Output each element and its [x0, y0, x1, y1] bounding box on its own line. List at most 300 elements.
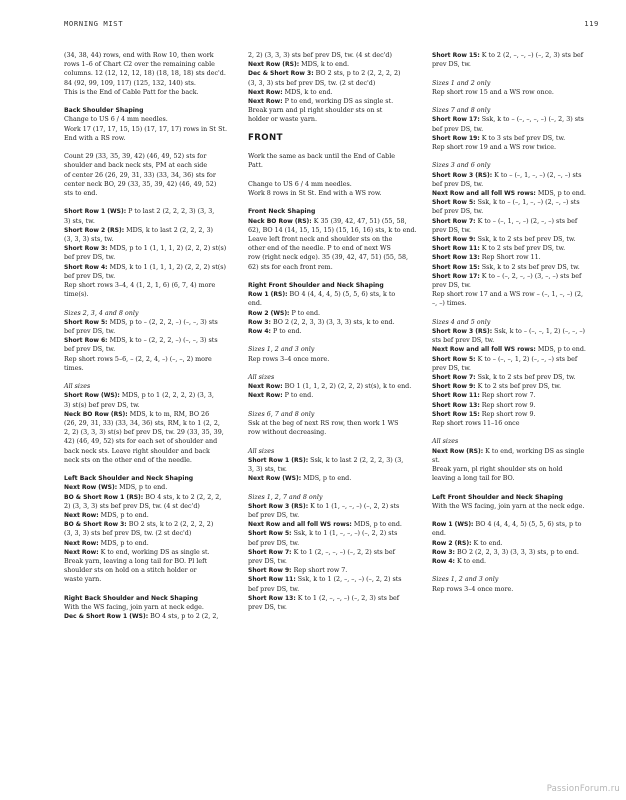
size-note: Sizes 1, 2 and 3 only [248, 346, 315, 354]
text-line [432, 263, 598, 272]
text-run: MDS, p to end. [535, 346, 586, 354]
text-run: K to end. [471, 539, 503, 547]
text-line [248, 585, 414, 594]
instruction-block [248, 281, 414, 336]
text-line [248, 106, 414, 115]
text-line [432, 161, 598, 170]
row-label: Row 3: [248, 318, 271, 326]
text-line [432, 226, 598, 235]
text-line [432, 79, 598, 88]
text-run: K to – (–, 2, –, –) (3, –, –) sts bef [479, 272, 582, 280]
text-run: Change to US 6 / 4 mm needles. [64, 116, 168, 124]
text-line [432, 272, 598, 281]
text-run: end. [248, 300, 262, 308]
text-line [432, 253, 598, 262]
text-run: K to end, working DS as single st. [98, 548, 210, 556]
text-line [432, 345, 598, 354]
text-run: K to – (–, 1, –, –) (2, –, –) sts [492, 171, 582, 179]
text-run: MDS, p to end. [98, 539, 149, 547]
text-line [64, 226, 230, 235]
text-line [248, 529, 414, 538]
instruction-block [432, 318, 598, 428]
text-run: Ssk, k to last 2 (2, 2, 2, 3) (3, [308, 456, 404, 464]
text-run: –, –) times. [432, 300, 467, 308]
text-run: bef prev DS, tw. [432, 208, 484, 216]
text-line [432, 235, 598, 244]
text-run: other end of the needle. P to end of next WS [248, 245, 391, 253]
text-line [432, 493, 598, 502]
instruction-block [432, 51, 598, 69]
text-line [64, 401, 230, 410]
text-line [64, 180, 230, 189]
text-line [64, 520, 230, 529]
row-label: Short Row 13: [248, 594, 296, 602]
text-line [432, 585, 598, 594]
text-run: 62) sts for each front rem. [248, 263, 333, 271]
text-line [248, 566, 414, 575]
row-label: Row 2 (RS): [432, 539, 472, 547]
row-label: Short Row 11: [432, 245, 480, 253]
text-run: MDS, k to – (2, 2, 2, –) (–, –, 3) sts [107, 337, 218, 345]
row-label: Short Row 9: [248, 567, 292, 575]
text-run: MDS, p to end. [301, 475, 352, 483]
text-line [432, 465, 598, 474]
row-label: Short Row 11: [248, 576, 296, 584]
text-run: BO 4 (4, 4, 4, 5) (5, 5, 6) sts, p to [473, 521, 582, 529]
text-line [248, 493, 414, 502]
text-run: Rep short row 9. [479, 410, 536, 418]
text-line [248, 299, 414, 308]
text-line [64, 60, 230, 69]
section-heading: Right Front Shoulder and Neck Shaping [248, 282, 384, 289]
text-run: Ssk, k to 2 sts bef prev DS, tw. [475, 374, 576, 382]
row-label: Short Row 5: [64, 318, 108, 326]
text-line [64, 217, 230, 226]
size-note: Sizes 1, 2 and 3 only [432, 576, 499, 584]
size-note: Sizes 4 and 5 only [432, 318, 491, 326]
row-label: Next Row and all foll WS rows: [248, 521, 352, 529]
text-line [248, 373, 414, 382]
text-line [64, 474, 230, 483]
text-run: MDS, p to end. [351, 521, 402, 529]
text-line [248, 309, 414, 318]
size-note: Sizes 2, 3, 4 and 8 only [64, 309, 139, 317]
text-run: row (right neck edge). 35 (39, 42, 47, 51) (55, 58, [248, 254, 409, 262]
text-run: prev DS, tw. [432, 282, 471, 290]
row-label: Row 2 (WS): [248, 309, 290, 317]
text-run: of center 26 (26, 29, 31, 33) (33, 34, 36) sts for [64, 171, 216, 179]
instruction-block [64, 309, 230, 373]
text-run: Rep Short row 11. [479, 254, 541, 262]
text-run: Work 8 rows in St St. End with a WS row. [248, 190, 382, 197]
text-run: 62), BO 14 (14, 15, 15, 15) (15, 16, 16) sts, k to end. [248, 226, 417, 234]
text-run: Rep short row 15 and a WS row once. [432, 88, 554, 96]
text-line [64, 336, 230, 345]
text-run: Patt. [248, 162, 263, 170]
text-run: BO 1 (1, 1, 2, 2) (2, 2, 2) st(s), k to end. [282, 383, 412, 391]
text-line [64, 594, 230, 603]
instruction-block [248, 134, 414, 143]
text-run: back neck sts. Leave right shoulder and back [64, 447, 210, 455]
text-run: K to 1 (2, –, –, –) (–, 2, 2) sts bef [291, 548, 395, 556]
text-run: prev DS, tw. [432, 61, 471, 69]
text-run: BO 4 sts, k to 2 (2, 2, 2, [143, 493, 222, 501]
text-line [64, 51, 230, 60]
text-line [432, 60, 598, 69]
text-line [248, 428, 414, 437]
text-line [64, 281, 230, 290]
size-note: Sizes 1 and 2 only [432, 79, 491, 87]
text-run: K to end, working DS as single [483, 447, 585, 455]
text-run: (26, 29, 31, 33) (33, 34, 36) sts, RM, k to 1 (2, 2, [64, 420, 220, 428]
text-line [64, 410, 230, 419]
text-run: BO 2 (2, 2, 3, 3) (3, 3, 3) sts, k to end. [270, 318, 395, 326]
text-run: MDS, p to end. [98, 512, 149, 520]
text-run: (3, 3, 3) sts, tw. [64, 236, 114, 244]
text-line [64, 419, 230, 428]
row-label: Short Row (WS): [64, 392, 120, 400]
text-line [248, 391, 414, 400]
row-label: Next Row (WS): [248, 475, 302, 483]
row-label: Short Row 15: [432, 52, 480, 59]
text-line [64, 244, 230, 253]
row-label: Short Row 5: [248, 530, 292, 538]
instruction-block [248, 410, 414, 438]
text-run: MDS, p to 1 (2, 2, 2, 2) (3, 3, [119, 392, 214, 400]
text-line [432, 299, 598, 308]
text-line [64, 309, 230, 318]
text-line [248, 226, 417, 235]
text-run: shoulder and back neck sts, PM at each side [64, 162, 208, 170]
text-run: Ssk, k to 2 sts bef prev DS, tw. [479, 263, 580, 271]
text-run: bef prev DS, tw. [64, 346, 116, 354]
instruction-block [432, 161, 598, 308]
text-run: MDS, p to end. [535, 190, 586, 197]
row-label: Next Row: [248, 392, 283, 400]
text-line [64, 290, 230, 299]
text-line [432, 180, 598, 189]
instruction-block [432, 493, 598, 511]
text-run: K to 2 sts bef prev DS, tw. [475, 383, 561, 391]
row-label: Row 3: [432, 548, 455, 556]
text-run: MDS, k to last 2 (2, 2, 2, 3) [124, 226, 213, 234]
text-line [248, 548, 414, 557]
row-label: Neck BO Row (RS): [64, 410, 128, 418]
text-line [64, 189, 230, 198]
text-line [64, 511, 230, 520]
text-line [432, 198, 598, 207]
size-note: All sizes [248, 447, 275, 455]
text-run: MDS, k to 1 (1, 1, 1, 2) (2, 2, 2) st(s) [107, 263, 227, 271]
text-line [248, 520, 414, 529]
text-run: prev DS, tw. [432, 364, 471, 372]
instruction-block [64, 207, 230, 299]
text-column-right [432, 51, 598, 603]
text-run: MDS, p to end. [117, 484, 168, 492]
row-label: Next Row: [64, 539, 99, 547]
size-note: All sizes [432, 438, 459, 446]
row-label: Short Row 4: [64, 263, 108, 271]
text-run: K to 2 sts bef prev DS, tw. [479, 245, 566, 253]
section-heading: Left Back Shoulder and Neck Shaping [64, 475, 194, 483]
text-line [248, 355, 414, 364]
text-line [248, 465, 414, 474]
text-run: P to end, working DS as single st. [282, 98, 394, 106]
text-run: Rep short row 7. [479, 392, 536, 400]
text-line [248, 327, 414, 336]
text-run: With the WS facing, join yarn at neck edge. [64, 604, 204, 612]
text-line [248, 502, 414, 511]
text-line [64, 364, 230, 373]
row-label: Next Row and all foll WS rows: [432, 346, 536, 354]
text-run: K to 1 (2, –, –, –) (–, 2, 3) sts bef [295, 594, 400, 602]
text-line [64, 456, 230, 465]
text-run: Break yarn, leaving a long tail for BO. Pl left [64, 558, 208, 566]
text-line [432, 171, 598, 180]
text-run: bef prev DS, tw. [248, 585, 300, 593]
text-line [432, 290, 598, 299]
text-run: K to – (–, 1, –, –) (2, –, –) sts bef [475, 217, 578, 225]
instruction-block [248, 373, 414, 401]
text-run: P to end. [289, 309, 321, 317]
text-run: st. [432, 456, 440, 464]
text-run: Work the same as back until the End of Cable [248, 153, 395, 161]
text-line [248, 161, 414, 170]
row-label: Dec & Short Row 3: [248, 70, 314, 78]
row-label: BO & Short Row 1 (RS): [64, 493, 144, 501]
row-label: Short Row 5: [432, 355, 476, 363]
page-header [64, 19, 599, 28]
text-line [432, 143, 598, 152]
text-run: BO 4 (4, 4, 4, 5) (5, 5, 6) sts, k to [287, 291, 396, 299]
text-line [432, 373, 598, 382]
text-line [248, 410, 414, 419]
text-run: K to – (–, –, 1, 2) (–, –, –) sts bef [475, 355, 578, 363]
text-line [248, 281, 414, 290]
text-line [64, 318, 230, 327]
text-line [64, 106, 230, 115]
text-run: MDS, k to end. [299, 61, 350, 69]
text-run: bef prev DS, tw. [248, 512, 300, 519]
text-line [64, 134, 230, 143]
text-run: Ssk, k to – (–, –, –, –) (–, 2, 3) sts [479, 116, 584, 124]
text-run: 3) sts, tw. [64, 217, 95, 225]
text-line [432, 106, 598, 115]
row-label: Short Row 1 (WS): [64, 208, 127, 216]
text-line [432, 364, 598, 373]
text-line [248, 456, 414, 465]
text-line [248, 97, 414, 106]
text-run: Rep short rows 11–16 once [432, 420, 520, 428]
text-column-left [64, 51, 230, 631]
text-run: holder or waste yarn. [248, 116, 317, 124]
instruction-block [248, 180, 414, 198]
text-run: Rep short row 7. [291, 567, 348, 575]
instruction-block [432, 437, 598, 483]
text-run: BO 4 sts, p to 2 (2, 2, [148, 613, 219, 621]
text-line [248, 207, 414, 216]
text-line [432, 88, 598, 97]
text-line [432, 410, 598, 419]
text-run: End with a RS row. [64, 134, 126, 142]
text-run: end. [432, 530, 446, 538]
text-line [64, 235, 230, 244]
page-number: 119 [584, 19, 599, 28]
text-line [248, 88, 414, 97]
instruction-block [248, 493, 414, 613]
text-line [64, 272, 230, 281]
text-line [432, 391, 598, 400]
text-line [432, 115, 598, 124]
text-line [248, 244, 414, 253]
instruction-block [64, 474, 230, 584]
text-line [64, 382, 230, 391]
text-line [248, 189, 414, 198]
text-run: sts to end. [64, 190, 98, 198]
text-line [64, 548, 230, 557]
instruction-block [248, 51, 414, 125]
text-line [64, 437, 230, 446]
text-run: MDS, p to – (2, 2, 2, –) (–, –, 3) sts [107, 318, 218, 326]
instruction-block [432, 575, 598, 593]
text-run: Ssk, k to 2 sts bef prev DS, tw. [475, 236, 576, 244]
text-line [64, 125, 230, 134]
text-run: K to 3 sts bef prev DS, tw. [479, 134, 566, 142]
text-line [64, 575, 230, 584]
text-line [248, 290, 414, 299]
text-run: Rep short row 19 and a WS row twice. [432, 144, 557, 151]
instruction-block [248, 447, 414, 484]
text-line [248, 69, 414, 78]
text-line [432, 539, 598, 548]
row-label: Short Row 15: [432, 410, 480, 418]
text-line [248, 253, 414, 262]
row-label: Short Row 17: [432, 116, 480, 124]
text-run: Ssk, k to – (–, 1, –, –) (2, –, –) sts [475, 199, 580, 207]
size-note: Sizes 1, 2, 7 and 8 only [248, 493, 323, 501]
text-run: Rep rows 3–4 once more. [248, 355, 330, 363]
text-run: row without decreasing. [248, 429, 327, 437]
text-line [64, 253, 230, 262]
text-line [432, 401, 598, 410]
text-run: prev DS, tw. [248, 558, 287, 566]
text-run: neck sts on the other end of the needle. [64, 456, 192, 464]
text-run: waste yarn. [64, 576, 102, 584]
row-label: Row 1 (WS): [432, 521, 474, 529]
text-line [64, 161, 230, 170]
text-run: MDS, k to end. [282, 88, 333, 96]
text-run: Count 29 (33, 35, 39, 42) (46, 49, 52) sts for [64, 153, 207, 161]
instruction-block [64, 106, 230, 143]
text-line [432, 557, 598, 566]
text-line [64, 69, 230, 78]
text-run: Break yarn and pl right shoulder sts on st [248, 107, 383, 115]
text-line [248, 60, 414, 69]
text-line [432, 520, 598, 529]
text-run: Ssk, k to 1 (2, –, –, –) (–, 2, 2) sts [295, 576, 402, 584]
text-run: Ssk, k to – (–, –, 1, 2) (–, –, –) [492, 328, 586, 336]
text-line [64, 355, 230, 364]
text-line [432, 548, 598, 557]
text-run: Rep short row 17 and a WS row – (–, 1, –, –) (2, [432, 291, 584, 299]
text-run: Work 17 (17, 17, 15, 15) (17, 17, 17) rows in St St. [64, 125, 228, 133]
instruction-block [64, 152, 230, 198]
text-line [248, 217, 414, 226]
text-run: shoulder sts on hold on a stitch holder or [64, 567, 197, 575]
row-label: Short Row 9: [432, 383, 476, 391]
text-run: (34, 38, 44) rows, end with Row 10, then work [64, 52, 214, 59]
text-line [432, 327, 598, 336]
text-run: (3, 3, 3) sts bef prev DS, tw. (2 st dec'd) [248, 79, 376, 87]
text-run: This is the End of Cable Patt for the back. [64, 88, 199, 96]
row-label: Short Row 11: [432, 392, 480, 400]
text-line [248, 180, 414, 189]
text-run: 2) (3, 3, 3) sts bef prev DS, tw. (4 st dec'd) [64, 502, 200, 510]
text-line [64, 345, 230, 354]
section-heading: FRONT [248, 132, 283, 143]
text-line [64, 529, 230, 538]
row-label: Next Row (RS): [248, 61, 300, 69]
row-label: Short Row 9: [432, 236, 476, 244]
text-run: rows 1–6 of Chart C2 over the remaining cable [64, 61, 215, 69]
text-line [432, 419, 598, 428]
text-line [248, 539, 414, 548]
section-heading: Left Front Shoulder and Neck Shaping [432, 493, 563, 501]
text-line [248, 318, 414, 327]
text-run: bef prev DS, tw. [432, 125, 484, 133]
text-line [432, 437, 598, 446]
text-run: 3) st(s) bef prev DS, tw. [64, 401, 140, 409]
row-label: Short Row 3 (RS): [248, 502, 309, 510]
text-run: 2, 2) (3, 3, 3) sts bef prev DS, tw. (4 st dec'd) [248, 52, 392, 59]
instruction-block [248, 152, 414, 170]
section-heading: Front Neck Shaping [248, 208, 316, 216]
text-line [248, 447, 414, 456]
text-run: MDS, k to m, RM, BO 26 [127, 410, 210, 418]
text-line [248, 345, 414, 354]
row-label: Short Row 7: [432, 374, 476, 382]
text-run: Break yarn, pl right shoulder sts on hold [432, 466, 563, 474]
row-label: Short Row 7: [248, 548, 292, 556]
text-line [64, 263, 230, 272]
text-line [64, 612, 230, 621]
text-line [64, 171, 230, 180]
text-run: K 35 (39, 42, 47, 51) (55, 58, [311, 217, 407, 225]
text-line [432, 447, 598, 456]
text-run: P to end. [282, 392, 314, 400]
text-line [64, 391, 230, 400]
row-label: Next Row (RS): [432, 447, 484, 455]
text-run: bef prev DS, tw. [64, 328, 116, 336]
text-line [432, 217, 598, 226]
text-line [64, 115, 230, 124]
instruction-block [64, 594, 230, 622]
row-label: Short Row 15: [432, 263, 480, 271]
text-line [64, 566, 230, 575]
text-run: Rep short rows 5–6, – (2, 2, 4, –) (–, –, 2) more [64, 355, 212, 363]
row-label: Next Row: [64, 548, 99, 556]
instruction-block [64, 382, 230, 465]
row-label: Next Row: [64, 512, 99, 520]
size-note: All sizes [248, 374, 275, 381]
text-line [432, 502, 598, 511]
text-line [248, 594, 414, 603]
text-run: 42) (46, 49, 52) sts for each set of shoulder and [64, 438, 218, 446]
row-label: Short Row 3 (RS): [432, 171, 493, 179]
text-line [432, 575, 598, 584]
text-run: times. [64, 364, 84, 372]
text-line [64, 493, 230, 502]
